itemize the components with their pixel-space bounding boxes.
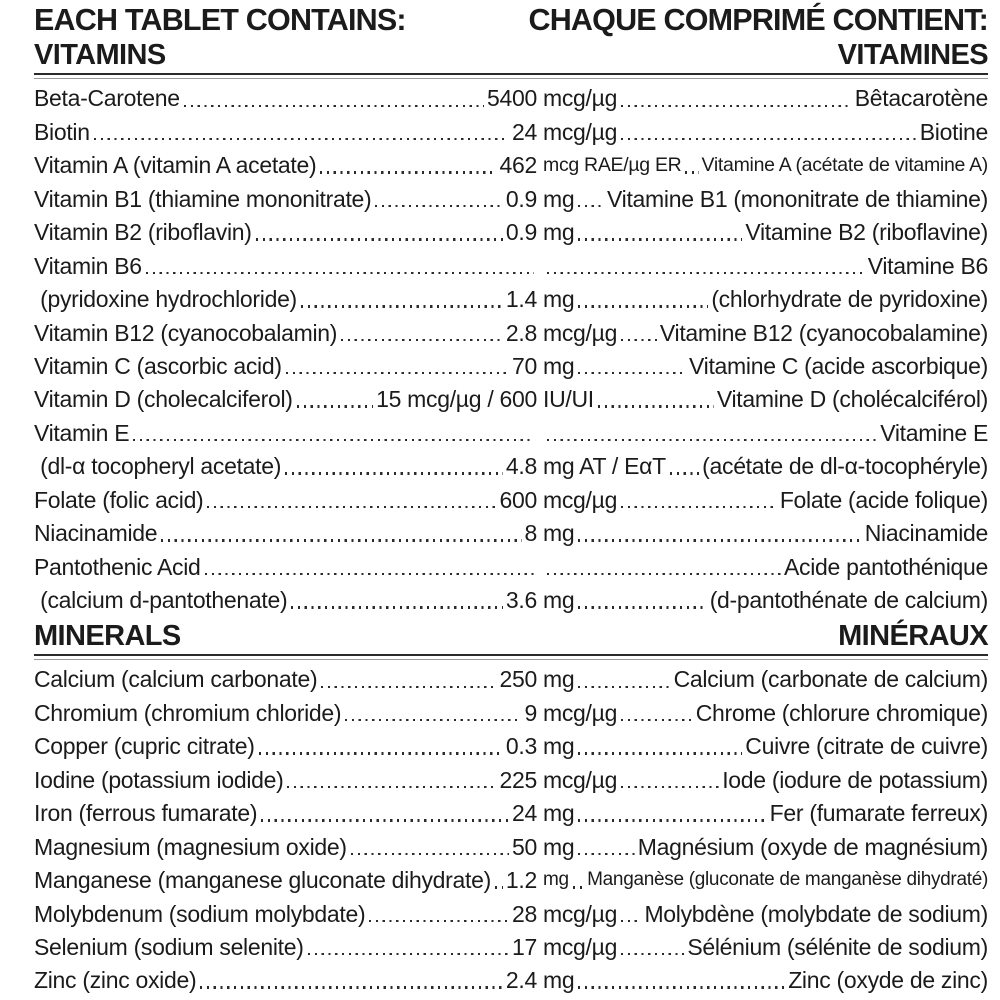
ingredient-en: (calcium d-pantothenate) xyxy=(34,587,288,613)
amount-number: 4.8 xyxy=(505,453,537,480)
table-row xyxy=(34,662,988,695)
amount-unit: IU/UI xyxy=(543,386,594,413)
dot-leader xyxy=(685,171,698,173)
dot-leader xyxy=(207,506,496,508)
dot-leader xyxy=(547,272,865,274)
table-row xyxy=(34,81,988,114)
ingredient-en: Manganese (manganese gluconate dihydrate) xyxy=(34,867,491,894)
amount-unit: mcg/µg xyxy=(543,486,618,513)
dot-leader xyxy=(369,920,509,922)
ingredient-fr: Cuivre (citrate de cuivre) xyxy=(745,733,988,760)
ingredient-en: Folate (folic acid) xyxy=(34,486,204,513)
dot-leader xyxy=(621,506,777,508)
amount-number: 225 xyxy=(499,766,537,793)
table-row xyxy=(34,282,988,315)
dot-leader xyxy=(547,439,877,441)
row-left-half xyxy=(34,695,537,728)
amount-unit: mg xyxy=(543,869,569,891)
amount-unit: mg xyxy=(543,219,575,246)
row-left-half xyxy=(34,829,537,862)
dot-leader xyxy=(301,305,503,307)
row-left-half xyxy=(34,148,537,181)
section-heading-fr: VITAMINES xyxy=(837,39,988,71)
dot-leader xyxy=(547,573,781,575)
ingredient-fr: Folate (acide folique) xyxy=(779,486,988,513)
dot-leader xyxy=(621,953,684,955)
ingredient-en: Pantothenic Acid xyxy=(34,553,201,580)
row-right-half xyxy=(537,930,988,963)
ingredient-fr: Vitamine B6 xyxy=(867,252,988,279)
row-right-half xyxy=(537,695,988,728)
ingredient-fr: (d-pantothénate de calcium) xyxy=(709,587,988,613)
dot-leader xyxy=(287,786,496,788)
dot-leader xyxy=(578,205,604,207)
dot-leader xyxy=(94,138,509,140)
dot-leader xyxy=(256,238,503,240)
ingredient-fr: (chlorhydrate de pyridoxine) xyxy=(711,286,988,313)
table-row xyxy=(34,181,988,214)
amount-number: 50 xyxy=(512,833,537,860)
row-right-half xyxy=(537,382,988,415)
ingredient-en: Niacinamide xyxy=(34,520,158,547)
row-left-half xyxy=(34,114,537,147)
ingredient-fr: Vitamine C (acide ascorbique) xyxy=(689,352,988,379)
ingredient-fr: Bêtacarotène xyxy=(854,85,988,112)
row-right-half xyxy=(537,796,988,829)
dot-leader xyxy=(351,853,509,855)
amount-number: 0.9 xyxy=(505,219,537,246)
dot-leader xyxy=(321,686,496,688)
table-row xyxy=(34,896,988,929)
dot-leader xyxy=(578,986,785,988)
amount-number: 0.3 xyxy=(505,733,537,760)
amount-number: 24 xyxy=(512,800,537,827)
dot-leader xyxy=(205,573,534,575)
ingredient-en: Beta-Carotene xyxy=(34,85,180,112)
table-row xyxy=(34,449,988,482)
section-heading-en: MINERALS xyxy=(34,620,181,652)
row-right-half xyxy=(537,863,988,896)
ingredient-en: Calcium (calcium carbonate) xyxy=(34,666,318,693)
ingredient-fr: Vitamine B12 (cyanocobalamine) xyxy=(659,319,988,346)
amount-unit: mg AT / EαT xyxy=(543,453,666,480)
ingredient-fr: Vitamine D (cholécalciférol) xyxy=(716,386,988,413)
ingredient-en: Zinc (zinc oxide) xyxy=(34,967,197,994)
dot-leader xyxy=(573,886,584,888)
amount-number: 70 xyxy=(512,352,537,379)
ingredient-fr: Iode (iodure de potassium) xyxy=(722,766,988,793)
ingredient-fr: Zinc (oxyde de zinc) xyxy=(788,967,988,994)
amount-number: 600 xyxy=(499,486,537,513)
row-left-half xyxy=(34,863,537,896)
dot-leader xyxy=(670,472,699,474)
dot-leader xyxy=(578,539,861,541)
dot-leader xyxy=(578,819,766,821)
table-row xyxy=(34,549,988,582)
row-right-half xyxy=(537,963,988,996)
dot-leader xyxy=(146,272,534,274)
dot-leader xyxy=(297,405,373,407)
row-left-half xyxy=(34,248,537,281)
dot-leader xyxy=(133,439,534,441)
ingredient-fr: Sélénium (sélénite de sodium) xyxy=(687,933,988,960)
dot-leader xyxy=(200,986,503,988)
dot-leader xyxy=(598,405,714,407)
row-left-half xyxy=(34,796,537,829)
ingredient-en: Vitamin C (ascorbic acid) xyxy=(34,352,282,379)
row-right-half xyxy=(537,449,988,482)
table-row xyxy=(34,930,988,963)
dot-leader xyxy=(286,372,509,374)
ingredient-fr: Magnésium (oxyde de magnésium) xyxy=(637,833,988,860)
dot-leader xyxy=(578,752,742,754)
row-right-half xyxy=(537,148,988,181)
table-row xyxy=(34,148,988,181)
ingredient-fr: (acétate de dl-α-tocophéryle) xyxy=(702,453,988,480)
row-right-half xyxy=(537,248,988,281)
section-heading-en: VITAMINS xyxy=(34,39,166,71)
table-row xyxy=(34,315,988,348)
row-left-half xyxy=(34,549,537,582)
ingredient-en: (pyridoxine hydrochloride) xyxy=(34,286,297,313)
amount-unit: mg xyxy=(543,587,575,613)
dot-leader xyxy=(578,853,634,855)
table-row xyxy=(34,963,988,996)
ingredient-en: Iron (ferrous fumarate) xyxy=(34,800,258,827)
ingredient-fr: Biotine xyxy=(919,118,988,145)
dot-leader xyxy=(320,171,496,173)
section-rows xyxy=(34,662,988,996)
row-left-half xyxy=(34,415,537,448)
table-row xyxy=(34,695,988,728)
ingredient-fr: Vitamine A (acétate de vitamine A) xyxy=(701,154,988,177)
amount-unit: mcg/µg xyxy=(543,85,618,112)
amount-unit: mcg/µg xyxy=(543,118,618,145)
amount-unit: mcg/µg xyxy=(543,319,618,346)
row-right-half xyxy=(537,114,988,147)
row-left-half xyxy=(34,215,537,248)
row-right-half xyxy=(537,583,988,616)
amount-number: 9 xyxy=(524,699,537,726)
row-right-half xyxy=(537,549,988,582)
amount-number: 1.4 xyxy=(505,286,537,313)
ingredient-en: Vitamin E xyxy=(34,419,130,446)
dot-leader xyxy=(621,719,693,721)
row-right-half xyxy=(537,896,988,929)
amount-number: 1.2 xyxy=(505,867,537,894)
amount-unit: mcg/µg xyxy=(543,699,618,726)
amount-number: 2.8 xyxy=(505,319,537,346)
section-heading-fr: MINÉRAUX xyxy=(838,620,988,652)
dot-leader xyxy=(578,606,706,608)
table-row xyxy=(34,863,988,896)
amount-number: 15 mcg/µg / 600 xyxy=(376,386,537,413)
amount-unit: mcg/µg xyxy=(543,900,618,927)
row-left-half xyxy=(34,382,537,415)
table-row xyxy=(34,482,988,515)
amount-unit: mcg RAE/µg ER xyxy=(543,154,682,177)
section-rows xyxy=(34,81,988,616)
row-left-half xyxy=(34,516,537,549)
row-left-half xyxy=(34,81,537,114)
ingredient-fr: Vitamine B2 (riboflavine) xyxy=(745,219,988,246)
ingredient-en: Chromium (chromium chloride) xyxy=(34,699,342,726)
dot-leader xyxy=(578,686,670,688)
row-left-half xyxy=(34,762,537,795)
table-row xyxy=(34,729,988,762)
ingredient-en: Vitamin B2 (riboflavin) xyxy=(34,219,252,246)
row-right-half xyxy=(537,81,988,114)
section-divider xyxy=(34,654,988,660)
table-row xyxy=(34,114,988,147)
dot-leader xyxy=(308,953,509,955)
ingredient-en: Iodine (potassium iodide) xyxy=(34,766,284,793)
table-row xyxy=(34,762,988,795)
row-right-half xyxy=(537,282,988,315)
dot-leader xyxy=(285,472,503,474)
dot-leader xyxy=(621,786,719,788)
row-right-half xyxy=(537,482,988,515)
ingredient-fr: Fer (fumarate ferreux) xyxy=(769,800,988,827)
row-left-half xyxy=(34,482,537,515)
amount-unit: mg xyxy=(543,967,575,994)
row-left-half xyxy=(34,315,537,348)
ingredient-fr: Vitamine E xyxy=(880,419,988,446)
row-right-half xyxy=(537,215,988,248)
row-left-half xyxy=(34,349,537,382)
amount-unit: mcg/µg xyxy=(543,766,618,793)
row-left-half xyxy=(34,896,537,929)
ingredient-en: Vitamin B6 xyxy=(34,252,142,279)
dot-leader xyxy=(291,606,503,608)
ingredient-en: Selenium (sodium selenite) xyxy=(34,933,304,960)
ingredient-en: Vitamin A (vitamin A acetate) xyxy=(34,152,317,179)
section-heading-row xyxy=(34,620,988,653)
label-title-row xyxy=(34,2,988,39)
row-right-half xyxy=(537,762,988,795)
ingredient-en: Vitamin D (cholecalciferol) xyxy=(34,386,293,413)
amount-number: 28 xyxy=(512,900,537,927)
dot-leader xyxy=(261,819,509,821)
ingredient-fr: Chrome (chlorure chromique) xyxy=(695,699,988,726)
table-row xyxy=(34,796,988,829)
table-row xyxy=(34,349,988,382)
amount-unit: mg xyxy=(543,286,575,313)
ingredient-fr: Niacinamide xyxy=(864,520,988,547)
dot-leader xyxy=(184,105,484,107)
row-left-half xyxy=(34,583,537,616)
row-right-half xyxy=(537,315,988,348)
ingredient-en: Copper (cupric citrate) xyxy=(34,733,255,760)
row-right-half xyxy=(537,829,988,862)
amount-number: 250 xyxy=(499,666,537,693)
page-title-en: EACH TABLET CONTAINS: xyxy=(34,3,406,37)
amount-number: 24 xyxy=(512,118,537,145)
amount-number: 0.9 xyxy=(505,185,537,212)
ingredient-fr: Acide pantothénique xyxy=(783,553,988,580)
row-right-half xyxy=(537,516,988,549)
ingredient-en: (dl-α tocopheryl acetate) xyxy=(34,453,282,480)
amount-unit: mg xyxy=(543,833,575,860)
dot-leader xyxy=(578,305,708,307)
ingredient-en: Vitamin B1 (thiamine mononitrate) xyxy=(34,185,372,212)
table-row xyxy=(34,248,988,281)
dot-leader xyxy=(621,339,657,341)
label-section xyxy=(34,39,988,616)
amount-number: 5400 xyxy=(487,85,537,112)
row-left-half xyxy=(34,930,537,963)
amount-number: 17 xyxy=(512,933,537,960)
dot-leader xyxy=(345,719,521,721)
dot-leader xyxy=(621,138,917,140)
table-row xyxy=(34,415,988,448)
table-row xyxy=(34,829,988,862)
row-left-half xyxy=(34,282,537,315)
section-heading-row xyxy=(34,39,988,72)
amount-unit: mg xyxy=(543,800,575,827)
section-divider xyxy=(34,73,988,79)
table-row xyxy=(34,583,988,616)
row-left-half xyxy=(34,729,537,762)
amount-number: 462 xyxy=(499,152,537,179)
amount-number: 8 xyxy=(524,520,537,547)
row-left-half xyxy=(34,662,537,695)
row-left-half xyxy=(34,181,537,214)
ingredient-en: Molybdenum (sodium molybdate) xyxy=(34,900,366,927)
dot-leader xyxy=(621,920,641,922)
amount-number: 2.4 xyxy=(505,967,537,994)
row-left-half xyxy=(34,449,537,482)
dot-leader xyxy=(161,539,521,541)
amount-unit: mg xyxy=(543,520,575,547)
dot-leader xyxy=(578,238,742,240)
label-sections xyxy=(34,39,988,996)
amount-number: 3.6 xyxy=(505,587,537,613)
label-section xyxy=(34,620,988,996)
row-left-half xyxy=(34,963,537,996)
dot-leader xyxy=(341,339,503,341)
row-right-half xyxy=(537,662,988,695)
row-right-half xyxy=(537,415,988,448)
dot-leader xyxy=(578,372,686,374)
dot-leader xyxy=(495,886,503,888)
ingredient-en: Vitamin B12 (cyanocobalamin) xyxy=(34,319,338,346)
ingredient-en: Biotin xyxy=(34,118,90,145)
amount-unit: mg xyxy=(543,733,575,760)
row-right-half xyxy=(537,349,988,382)
ingredient-fr: Vitamine B1 (mononitrate de thiamine) xyxy=(607,185,988,212)
dot-leader xyxy=(621,105,852,107)
row-right-half xyxy=(537,729,988,762)
ingredient-fr: Calcium (carbonate de calcium) xyxy=(673,666,988,693)
ingredient-en: Magnesium (magnesium oxide) xyxy=(34,833,347,860)
amount-unit: mg xyxy=(543,352,575,379)
dot-leader xyxy=(259,752,503,754)
amount-unit: mg xyxy=(543,185,575,212)
page-title-fr: CHAQUE COMPRIMÉ CONTIENT: xyxy=(528,3,988,37)
ingredient-fr: Manganèse (gluconate de manganèse dihydraté) xyxy=(587,869,988,891)
table-row xyxy=(34,516,988,549)
amount-unit: mg xyxy=(543,666,575,693)
amount-unit: mcg/µg xyxy=(543,933,618,960)
table-row xyxy=(34,215,988,248)
dot-leader xyxy=(375,205,503,207)
ingredient-fr: Molybdène (molybdate de sodium) xyxy=(644,900,988,927)
table-row xyxy=(34,382,988,415)
row-right-half xyxy=(537,181,988,214)
